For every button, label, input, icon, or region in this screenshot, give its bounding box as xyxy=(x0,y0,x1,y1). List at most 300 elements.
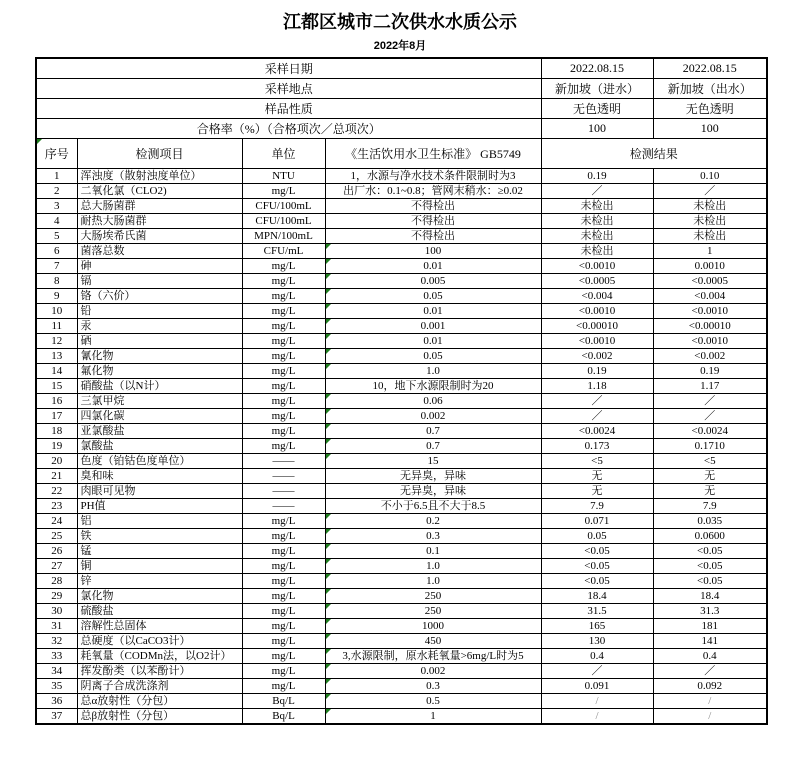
cell-standard-text: 0.05 xyxy=(423,289,443,302)
cell-no: 17 xyxy=(36,408,77,423)
cell-result-outlet: 0.0010 xyxy=(653,258,767,273)
cell-result-outlet: <5 xyxy=(653,453,767,468)
table-row xyxy=(36,423,767,438)
cell-standard-text: 0.005 xyxy=(420,274,446,287)
cell-standard xyxy=(325,663,541,678)
cell-result-outlet: <0.0005 xyxy=(653,273,767,288)
cell-no: 15 xyxy=(36,378,77,393)
cell-unit: mg/L xyxy=(242,573,325,588)
cell-result-inlet: ／ xyxy=(541,183,653,198)
cell-unit: —— xyxy=(242,468,325,483)
cell-no: 11 xyxy=(36,318,77,333)
cell-result-outlet: <0.05 xyxy=(653,573,767,588)
cell-result-inlet: 未检出 xyxy=(541,213,653,228)
excel-flag-icon xyxy=(326,679,331,684)
cell-result-outlet: <0.004 xyxy=(653,288,767,303)
cell-no: 19 xyxy=(36,438,77,453)
cell-no: 33 xyxy=(36,648,77,663)
cell-result-outlet: 0.0600 xyxy=(653,528,767,543)
cell-result-inlet: <0.004 xyxy=(541,288,653,303)
cell-result-inlet: 130 xyxy=(541,633,653,648)
table-row xyxy=(36,213,767,228)
cell-standard-text: 0.01 xyxy=(423,259,443,272)
excel-flag-icon xyxy=(326,274,331,279)
table-row xyxy=(36,228,767,243)
cell-standard xyxy=(325,288,541,303)
page-title: 江都区城市二次供水水质公示 xyxy=(283,12,517,32)
excel-flag-icon xyxy=(326,604,331,609)
table-row xyxy=(36,183,767,198)
cell-no: 14 xyxy=(36,363,77,378)
cell-result-outlet: 未检出 xyxy=(653,213,767,228)
info-value-sampling-date-outlet: 2022.08.15 xyxy=(653,58,767,78)
cell-result-inlet: 1.18 xyxy=(541,378,653,393)
excel-flag-icon xyxy=(326,544,331,549)
cell-result-outlet: <0.05 xyxy=(653,543,767,558)
cell-item: 铅 xyxy=(77,303,242,318)
cell-standard-text: 1000 xyxy=(422,619,444,632)
cell-no: 16 xyxy=(36,393,77,408)
col-header-item: 检测项目 xyxy=(77,138,242,168)
cell-result-outlet: 181 xyxy=(653,618,767,633)
table-row xyxy=(36,453,767,468)
cell-unit: mg/L xyxy=(242,543,325,558)
cell-unit: mg/L xyxy=(242,618,325,633)
cell-standard: 出厂水：0.1~0.8；管网末稍水：≥0.02 xyxy=(325,183,541,198)
cell-no: 4 xyxy=(36,213,77,228)
excel-flag-icon xyxy=(326,424,331,429)
cell-standard xyxy=(325,528,541,543)
cell-no: 26 xyxy=(36,543,77,558)
cell-result-inlet: <0.0010 xyxy=(541,258,653,273)
table-row xyxy=(36,663,767,678)
cell-standard: 不得检出 xyxy=(325,213,541,228)
cell-standard-text: 0.001 xyxy=(420,319,446,332)
info-label-pass-rate: 合格率（%）（合格项次／总项次） xyxy=(36,118,541,138)
table-row xyxy=(36,348,767,363)
cell-result-inlet: 无 xyxy=(541,483,653,498)
cell-result-inlet: <0.00010 xyxy=(541,318,653,333)
cell-standard xyxy=(325,258,541,273)
cell-item: 总大肠菌群 xyxy=(77,198,242,213)
cell-no: 30 xyxy=(36,603,77,618)
cell-item: 大肠埃希氏菌 xyxy=(77,228,242,243)
cell-unit: —— xyxy=(242,453,325,468)
report-month: 2022年8月 xyxy=(373,40,427,52)
cell-result-outlet: 未检出 xyxy=(653,228,767,243)
excel-flag-icon xyxy=(326,619,331,624)
info-value-sampling-site-outlet: 新加坡（出水） xyxy=(653,78,767,98)
cell-item: 氰化物 xyxy=(77,348,242,363)
cell-unit: mg/L xyxy=(242,333,325,348)
cell-result-inlet: / xyxy=(541,693,653,708)
cell-standard-text: 0.7 xyxy=(426,424,440,437)
info-label-sample-nature: 样品性质 xyxy=(36,98,541,118)
cell-item: 溶解性总固体 xyxy=(77,618,242,633)
cell-unit: Bq/L xyxy=(242,693,325,708)
cell-item: 总β放射性（分包） xyxy=(77,708,242,724)
cell-no: 31 xyxy=(36,618,77,633)
cell-standard-text: 3,水源限制，原水耗氧量>6mg/L时为5 xyxy=(342,649,524,662)
cell-standard-text: 0.002 xyxy=(420,409,446,422)
table-row xyxy=(36,273,767,288)
cell-unit: mg/L xyxy=(242,438,325,453)
cell-standard xyxy=(325,618,541,633)
cell-result-outlet: ／ xyxy=(653,393,767,408)
cell-result-inlet: / xyxy=(541,708,653,724)
cell-result-outlet: 0.4 xyxy=(653,648,767,663)
cell-standard-text: 0.3 xyxy=(426,529,440,542)
table-row xyxy=(36,543,767,558)
cell-standard-text: 1.0 xyxy=(426,559,440,572)
cell-standard xyxy=(325,303,541,318)
cell-result-outlet: 0.092 xyxy=(653,678,767,693)
cell-unit: mg/L xyxy=(242,408,325,423)
cell-result-inlet: 7.9 xyxy=(541,498,653,513)
cell-no: 18 xyxy=(36,423,77,438)
cell-standard-text: 0.2 xyxy=(426,514,440,527)
table-row xyxy=(36,258,767,273)
table-row xyxy=(36,303,767,318)
cell-item: 菌落总数 xyxy=(77,243,242,258)
cell-result-inlet: 未检出 xyxy=(541,198,653,213)
cell-result-outlet: ／ xyxy=(653,183,767,198)
cell-result-inlet: 未检出 xyxy=(541,228,653,243)
cell-item: 臭和味 xyxy=(77,468,242,483)
col-header-no xyxy=(36,138,77,168)
cell-result-inlet: 0.19 xyxy=(541,168,653,183)
cell-result-inlet: <5 xyxy=(541,453,653,468)
cell-standard: 不得检出 xyxy=(325,198,541,213)
cell-item: 锰 xyxy=(77,543,242,558)
cell-no: 24 xyxy=(36,513,77,528)
excel-flag-icon xyxy=(37,139,42,144)
cell-standard xyxy=(325,633,541,648)
cell-result-inlet: 0.4 xyxy=(541,648,653,663)
cell-item: 色度（铂钴色度单位） xyxy=(77,453,242,468)
cell-standard xyxy=(325,333,541,348)
cell-standard-text: 0.7 xyxy=(426,439,440,452)
cell-unit: Bq/L xyxy=(242,708,325,724)
cell-no: 8 xyxy=(36,273,77,288)
cell-unit: mg/L xyxy=(242,513,325,528)
excel-flag-icon xyxy=(326,514,331,519)
cell-item: 镉 xyxy=(77,273,242,288)
cell-standard xyxy=(325,423,541,438)
excel-flag-icon xyxy=(326,334,331,339)
cell-standard-text: 0.5 xyxy=(426,694,440,707)
cell-result-outlet: 无 xyxy=(653,483,767,498)
cell-no: 9 xyxy=(36,288,77,303)
cell-result-outlet: 0.19 xyxy=(653,363,767,378)
cell-result-inlet: <0.05 xyxy=(541,543,653,558)
cell-unit: mg/L xyxy=(242,588,325,603)
cell-result-inlet: 0.091 xyxy=(541,678,653,693)
excel-flag-icon xyxy=(326,664,331,669)
cell-result-outlet: <0.0010 xyxy=(653,333,767,348)
cell-no: 25 xyxy=(36,528,77,543)
cell-item: 耗氧量（CODMn法，以O2计） xyxy=(77,648,242,663)
table-row xyxy=(36,288,767,303)
info-value-sample-nature-inlet: 无色透明 xyxy=(541,98,653,118)
cell-item: 铁 xyxy=(77,528,242,543)
cell-result-inlet: 无 xyxy=(541,468,653,483)
cell-standard-text: 0.01 xyxy=(423,304,443,317)
cell-result-outlet: ／ xyxy=(653,408,767,423)
cell-no: 21 xyxy=(36,468,77,483)
excel-flag-icon xyxy=(326,454,331,459)
cell-no: 7 xyxy=(36,258,77,273)
cell-unit: CFU/100mL xyxy=(242,213,325,228)
cell-standard: 不得检出 xyxy=(325,228,541,243)
cell-unit: mg/L xyxy=(242,603,325,618)
cell-standard xyxy=(325,393,541,408)
cell-result-inlet: <0.05 xyxy=(541,573,653,588)
cell-no: 5 xyxy=(36,228,77,243)
cell-result-outlet: 未检出 xyxy=(653,198,767,213)
cell-result-inlet: <0.002 xyxy=(541,348,653,363)
cell-item: 硒 xyxy=(77,333,242,348)
cell-no: 13 xyxy=(36,348,77,363)
cell-item: PH值 xyxy=(77,498,242,513)
cell-unit: mg/L xyxy=(242,288,325,303)
cell-standard-text: 0.06 xyxy=(423,394,443,407)
excel-flag-icon xyxy=(326,319,331,324)
excel-flag-icon xyxy=(326,349,331,354)
cell-standard xyxy=(325,648,541,663)
cell-item: 氟化物 xyxy=(77,363,242,378)
cell-item: 阴离子合成洗涤剂 xyxy=(77,678,242,693)
table-row xyxy=(36,648,767,663)
cell-result-outlet: 无 xyxy=(653,468,767,483)
col-header-result: 检测结果 xyxy=(541,138,767,168)
cell-standard xyxy=(325,603,541,618)
water-quality-table xyxy=(35,57,768,725)
table-row xyxy=(36,408,767,423)
cell-standard-text: 15 xyxy=(427,454,439,467)
excel-flag-icon xyxy=(326,259,331,264)
cell-standard xyxy=(325,438,541,453)
table-row xyxy=(36,513,767,528)
cell-result-inlet: 31.5 xyxy=(541,603,653,618)
cell-unit: mg/L xyxy=(242,378,325,393)
info-row-pass-rate xyxy=(36,118,767,138)
cell-unit: mg/L xyxy=(242,528,325,543)
cell-unit: mg/L xyxy=(242,183,325,198)
cell-result-outlet: <0.002 xyxy=(653,348,767,363)
cell-result-inlet: ／ xyxy=(541,408,653,423)
table-row xyxy=(36,483,767,498)
table-row xyxy=(36,438,767,453)
info-value-pass-rate-outlet: 100 xyxy=(653,118,767,138)
cell-unit: —— xyxy=(242,483,325,498)
table-row xyxy=(36,243,767,258)
cell-standard xyxy=(325,513,541,528)
info-label-sampling-site: 采样地点 xyxy=(36,78,541,98)
cell-standard-text: 1 xyxy=(430,709,436,722)
cell-result-outlet: 141 xyxy=(653,633,767,648)
cell-no: 23 xyxy=(36,498,77,513)
cell-unit: mg/L xyxy=(242,258,325,273)
cell-item: 氯化物 xyxy=(77,588,242,603)
excel-flag-icon xyxy=(326,394,331,399)
col-header-no-label: 序号 xyxy=(44,146,69,161)
cell-item: 铜 xyxy=(77,558,242,573)
cell-result-inlet: 0.071 xyxy=(541,513,653,528)
cell-standard: 1，水源与净水技术条件限制时为3 xyxy=(325,168,541,183)
table-row xyxy=(36,618,767,633)
cell-unit: CFU/100mL xyxy=(242,198,325,213)
cell-result-inlet: 未检出 xyxy=(541,243,653,258)
cell-no: 1 xyxy=(36,168,77,183)
excel-flag-icon xyxy=(326,244,331,249)
cell-result-inlet: ／ xyxy=(541,663,653,678)
cell-standard: 无异臭，异味 xyxy=(325,483,541,498)
cell-unit: NTU xyxy=(242,168,325,183)
table-row xyxy=(36,378,767,393)
cell-unit: CFU/mL xyxy=(242,243,325,258)
info-row-sampling-date xyxy=(36,58,767,78)
cell-standard-text: 250 xyxy=(424,604,442,617)
cell-unit: mg/L xyxy=(242,648,325,663)
info-value-sample-nature-outlet: 无色透明 xyxy=(653,98,767,118)
col-header-unit: 单位 xyxy=(242,138,325,168)
excel-flag-icon xyxy=(326,694,331,699)
table-row xyxy=(36,573,767,588)
cell-standard xyxy=(325,243,541,258)
cell-result-inlet: 0.173 xyxy=(541,438,653,453)
cell-standard xyxy=(325,588,541,603)
cell-result-inlet: 0.05 xyxy=(541,528,653,543)
table-row xyxy=(36,603,767,618)
table-row xyxy=(36,318,767,333)
table-row xyxy=(36,588,767,603)
cell-item: 浑浊度（散射浊度单位） xyxy=(77,168,242,183)
cell-result-outlet: 7.9 xyxy=(653,498,767,513)
cell-standard xyxy=(325,573,541,588)
cell-standard xyxy=(325,543,541,558)
cell-standard-text: 0.1 xyxy=(426,544,440,557)
cell-result-outlet: 1 xyxy=(653,243,767,258)
cell-item: 四氯化碳 xyxy=(77,408,242,423)
cell-no: 35 xyxy=(36,678,77,693)
excel-flag-icon xyxy=(326,364,331,369)
cell-standard-text: 0.05 xyxy=(423,349,443,362)
excel-flag-icon xyxy=(326,529,331,534)
table-row xyxy=(36,393,767,408)
cell-result-inlet: <0.0010 xyxy=(541,333,653,348)
excel-flag-icon xyxy=(326,589,331,594)
table-row xyxy=(36,168,767,183)
cell-unit: mg/L xyxy=(242,363,325,378)
cell-no: 3 xyxy=(36,198,77,213)
cell-no: 6 xyxy=(36,243,77,258)
cell-item: 耐热大肠菌群 xyxy=(77,213,242,228)
cell-item: 三氯甲烷 xyxy=(77,393,242,408)
cell-unit: mg/L xyxy=(242,303,325,318)
cell-result-outlet: 18.4 xyxy=(653,588,767,603)
cell-unit: mg/L xyxy=(242,423,325,438)
cell-standard xyxy=(325,678,541,693)
cell-result-inlet: <0.0010 xyxy=(541,303,653,318)
cell-unit: mg/L xyxy=(242,558,325,573)
cell-standard xyxy=(325,363,541,378)
cell-item: 二氧化氯（CLO2) xyxy=(77,183,242,198)
cell-no: 27 xyxy=(36,558,77,573)
cell-unit: mg/L xyxy=(242,633,325,648)
cell-no: 36 xyxy=(36,693,77,708)
table-row xyxy=(36,363,767,378)
cell-unit: —— xyxy=(242,498,325,513)
cell-standard xyxy=(325,408,541,423)
cell-item: 铬（六价） xyxy=(77,288,242,303)
cell-item: 肉眼可见物 xyxy=(77,483,242,498)
cell-no: 2 xyxy=(36,183,77,198)
cell-item: 铝 xyxy=(77,513,242,528)
table-row xyxy=(36,528,767,543)
cell-standard-text: 1.0 xyxy=(426,574,440,587)
cell-result-outlet: <0.00010 xyxy=(653,318,767,333)
cell-result-inlet: <0.0005 xyxy=(541,273,653,288)
info-value-pass-rate-inlet: 100 xyxy=(541,118,653,138)
table-row xyxy=(36,198,767,213)
excel-flag-icon xyxy=(326,709,331,714)
table-row xyxy=(36,633,767,648)
info-value-sampling-site-inlet: 新加坡（进水） xyxy=(541,78,653,98)
cell-no: 12 xyxy=(36,333,77,348)
cell-item: 氯酸盐 xyxy=(77,438,242,453)
cell-result-outlet: 0.035 xyxy=(653,513,767,528)
cell-result-inlet: <0.05 xyxy=(541,558,653,573)
cell-item: 亚氯酸盐 xyxy=(77,423,242,438)
cell-result-inlet: <0.0024 xyxy=(541,423,653,438)
cell-standard xyxy=(325,453,541,468)
cell-unit: mg/L xyxy=(242,678,325,693)
cell-result-inlet: 0.19 xyxy=(541,363,653,378)
cell-standard-text: 0.3 xyxy=(426,679,440,692)
cell-unit: mg/L xyxy=(242,663,325,678)
cell-standard xyxy=(325,693,541,708)
table-row xyxy=(36,468,767,483)
excel-flag-icon xyxy=(326,439,331,444)
excel-flag-icon xyxy=(326,634,331,639)
cell-item: 硫酸盐 xyxy=(77,603,242,618)
cell-item: 汞 xyxy=(77,318,242,333)
cell-standard-text: 0.01 xyxy=(423,334,443,347)
cell-result-inlet: ／ xyxy=(541,393,653,408)
cell-result-outlet: / xyxy=(653,693,767,708)
cell-result-outlet: 31.3 xyxy=(653,603,767,618)
excel-flag-icon xyxy=(326,409,331,414)
cell-result-inlet: 165 xyxy=(541,618,653,633)
info-label-sampling-date: 采样日期 xyxy=(36,58,541,78)
cell-result-outlet: / xyxy=(653,708,767,724)
cell-result-outlet: <0.0010 xyxy=(653,303,767,318)
cell-result-inlet: 18.4 xyxy=(541,588,653,603)
cell-standard xyxy=(325,318,541,333)
cell-standard-text: 1.0 xyxy=(426,364,440,377)
table-row xyxy=(36,693,767,708)
table-row xyxy=(36,708,767,724)
table-row xyxy=(36,678,767,693)
cell-standard: 无异臭，异味 xyxy=(325,468,541,483)
cell-standard xyxy=(325,348,541,363)
table-row xyxy=(36,333,767,348)
cell-standard-text: 0.002 xyxy=(420,664,446,677)
cell-item: 砷 xyxy=(77,258,242,273)
cell-standard xyxy=(325,708,541,724)
excel-flag-icon xyxy=(326,574,331,579)
